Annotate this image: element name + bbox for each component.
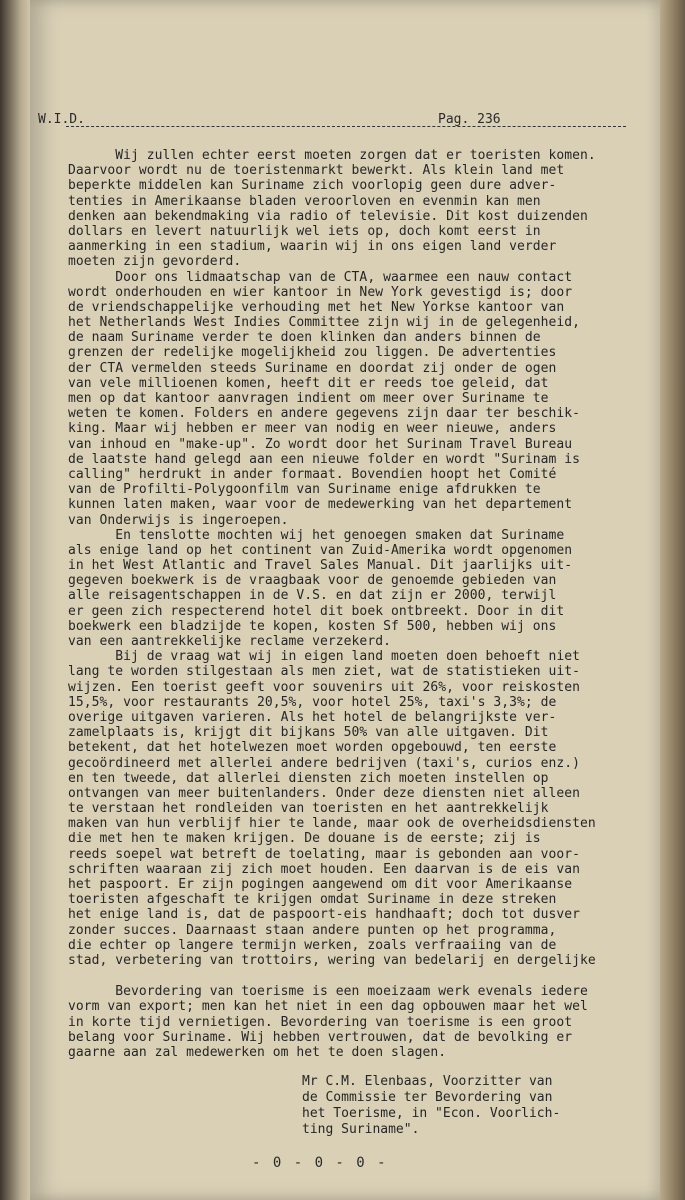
- text-line: lang te worden stilgestaan als men ziet, wat de statistieken uit-: [68, 664, 580, 680]
- paragraph: [68, 984, 658, 1060]
- text-line: stad, verbetering van trottoirs, wering van bedelarij en dergelijke: [68, 952, 596, 968]
- text-line: Bevordering van toerisme is een moeizaam werk evenals iedere: [68, 984, 588, 1000]
- text-line: tenties in Amerikaanse bladen veroorloven en evenmin kan men: [68, 193, 541, 209]
- text-line: van inhoud en "make-up". Zo wordt door het Surinam Travel Bureau: [68, 436, 573, 452]
- paragraph: [68, 270, 658, 528]
- closing-mark: - 0 - 0 - 0 -: [252, 1155, 388, 1171]
- text-line: men op dat kantoor aanvragen indient om meer over Suriname te: [68, 391, 549, 406]
- text-line: toeristen afgeschaft te krijgen omdat Suriname in deze streken: [68, 892, 557, 908]
- text-line: calling" herdrukt in ander formaat. Bovendien hoopt het Comité: [68, 466, 557, 482]
- text-line: kunnen laten maken, waar voor de medewerking van het departement: [68, 497, 573, 513]
- text-line: king. Maar wij hebben er meer van nodig en weer nieuwe, anders: [68, 421, 557, 437]
- document-page: [30, 0, 660, 1200]
- header-label: W.I.D.: [38, 112, 85, 127]
- text-line: die echter op langere termijn werken, zoals verfraaiing van de: [68, 937, 557, 953]
- page-edge: [660, 0, 685, 1200]
- article-body: [68, 148, 658, 1060]
- binding-shadow: [0, 0, 30, 1200]
- text-line: het enige land is, dat de paspoort-eis handhaaft; doch tot dusver: [68, 907, 580, 923]
- text-line: van een aantrekkelijke reclame verzekerd.: [68, 634, 391, 649]
- header-rule: [66, 126, 626, 127]
- text-line: vorm van export; men kan het niet in een dag opbouwen maar het wel: [68, 999, 588, 1015]
- text-line: der CTA vermelden steeds Suriname en doordat zij onder de ogen: [68, 360, 557, 376]
- page-number: Pag. 236: [438, 112, 501, 127]
- text-line: alle reisagentschappen in de V.S. en dat zijn er 2000, terwijl: [68, 588, 557, 604]
- text-line: zonder succes. Daarnaast staan andere punten op het programma,: [68, 922, 557, 938]
- signature-line: Mr C.M. Elenbaas, Voorzitter van: [302, 1074, 553, 1089]
- text-line: 15,5%, voor restaurants 20,5%, voor hotel 25%, taxi's 3,3%; de: [68, 694, 557, 710]
- text-line: er geen zich respecterend hotel dit boek ontbreekt. Door in dit: [68, 603, 565, 619]
- text-line: wordt onderhouden en wier kantoor in New York gevestigd is; door: [68, 284, 573, 300]
- text-line: van vele millioenen komen, heeft dit er reeds toe geleid, dat: [68, 375, 549, 391]
- text-line: Door ons lidmaatschap van de CTA, waarmee een nauw contact: [68, 269, 573, 285]
- text-line: Wij zullen echter eerst moeten zorgen dat er toeristen komen.: [68, 148, 596, 163]
- paragraph: [68, 148, 658, 270]
- signature-line: het Toerisme, in "Econ. Voorlich-: [302, 1106, 561, 1121]
- text-line: reeds soepel wat betreft de toelating, maar is gebonden aan voor-: [68, 846, 580, 862]
- signature-block: [302, 1074, 642, 1138]
- text-line: en ten tweede, dat allerlei diensten zich moeten instellen op: [68, 770, 549, 786]
- text-line: aanmerking in een stadium, waarin wij in ons eigen land verder: [68, 239, 557, 255]
- text-line: gecoördineerd met allerlei andere bedrijven (taxi's, curios enz.): [68, 755, 580, 771]
- text-line: boekwerk een bladzijde te kopen, kosten Sf 500, hebben wij ons: [68, 618, 557, 634]
- text-line: weten te komen. Folders en andere gegevens zijn daar ter beschik-: [68, 406, 580, 422]
- text-line: beperkte middelen kan Suriname zich voorlopig geen dure adver-: [68, 178, 557, 194]
- text-line: belang voor Suriname. Wij hebben vertrouwen, dat de bevolking er: [68, 1029, 573, 1045]
- text-line: van Onderwijs is ingeroepen.: [68, 512, 289, 528]
- text-line: grenzen der redelijke mogelijkheid zou liggen. De advertenties: [68, 345, 557, 361]
- text-line: ontvangen van meer buitenlanders. Onder deze diensten niet alleen: [68, 785, 580, 801]
- text-line: in het West Atlantic and Travel Sales Manual. Dit jaarlijks uit-: [68, 558, 573, 574]
- text-line: schriften waaraan zij zich moet houden. Een daarvan is de eis van: [68, 861, 580, 877]
- text-line: Daarvoor wordt nu de toeristenmarkt bewerkt. Als klein land met: [68, 163, 565, 179]
- text-line: in korte tijd vernietigen. Bevordering van toerisme is een groot: [68, 1014, 573, 1030]
- text-line: de vriendschappelijke verhouding met het New Yorkse kantoor van: [68, 299, 565, 315]
- text-line: maken van hun verblijf hier te lande, maar ook de overheidsdiensten: [68, 816, 596, 832]
- text-line: als enige land op het continent van Zuid-Amerika wordt opgenomen: [68, 542, 573, 558]
- text-line: de laatste hand gelegd aan een nieuwe folder en wordt "Surinam is: [68, 451, 580, 467]
- text-line: te verstaan het rondleiden van toeristen en het aantrekkelijk: [68, 801, 549, 817]
- text-line: het paspoort. Er zijn pogingen aangewend om dit voor Amerikaanse: [68, 877, 573, 892]
- text-line: En tenslotte mochten wij het genoegen smaken dat Suriname: [68, 527, 565, 543]
- text-line: de naam Suriname verder te doen klinken dan anders binnen de: [68, 330, 541, 346]
- text-line: overige uitgaven varieren. Als het hotel de belangrijkste ver-: [68, 709, 557, 725]
- text-line: die met hen te maken krijgen. De douane is de eerste; zij is: [68, 831, 541, 847]
- text-line: wijzen. Een toerist geeft voor souvenirs uit 26%, voor reiskosten: [68, 679, 580, 695]
- text-line: denken aan bekendmaking via radio of televisie. Dit kost duizenden: [68, 208, 588, 224]
- text-line: van de Profilti-Polygoonfilm van Suriname enige afdrukken te: [68, 482, 541, 498]
- paragraph: [68, 649, 658, 968]
- text-line: gaarne aan zal medewerken om het te doen slagen.: [68, 1044, 447, 1060]
- text-line: betekent, dat het hotelwezen moet worden opgebouwd, ten eerste: [68, 740, 557, 756]
- paragraph: [68, 528, 658, 650]
- signature-line: ting Suriname".: [302, 1122, 420, 1137]
- text-line: zamelplaats is, krijgt dit bijkans 50% van alle uitgaven. Dit: [68, 725, 549, 741]
- text-line: dollars en levert natuurlijk wel iets op, doch komt eerst in: [68, 223, 541, 239]
- signature-line: de Commissie ter Bevordering van: [302, 1090, 553, 1105]
- paragraph-gap: [68, 968, 658, 984]
- text-line: moeten zijn gevorderd.: [68, 254, 242, 270]
- text-line: gegeven boekwerk is de vraagbaak voor de genoemde gebieden van: [68, 573, 557, 589]
- text-line: het Netherlands West Indies Committee zijn wij in de gelegenheid,: [68, 315, 580, 331]
- text-line: Bij de vraag wat wij in eigen land moeten doen behoeft niet: [68, 649, 580, 665]
